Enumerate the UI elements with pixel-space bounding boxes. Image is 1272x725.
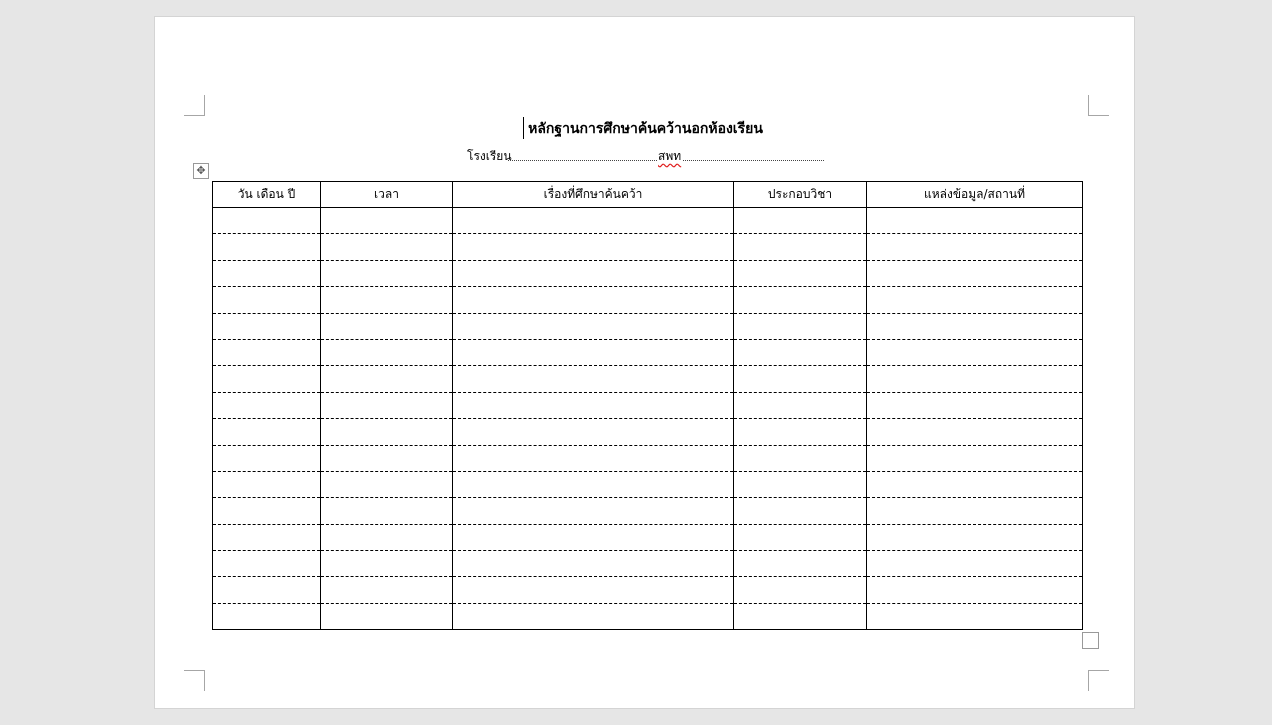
dotted-fill-right: [683, 160, 824, 161]
table-cell[interactable]: [321, 603, 453, 629]
table-row: [213, 339, 1083, 365]
table-cell[interactable]: [213, 392, 321, 418]
resize-square-icon[interactable]: [1082, 632, 1099, 649]
table-cell[interactable]: [734, 208, 867, 234]
table-cell[interactable]: [734, 287, 867, 313]
table-cell[interactable]: [734, 419, 867, 445]
table-row: [213, 234, 1083, 260]
table-cell[interactable]: [867, 603, 1083, 629]
table-cell[interactable]: [734, 260, 867, 286]
table-cell[interactable]: [321, 366, 453, 392]
table-cell[interactable]: [213, 419, 321, 445]
table-row: [213, 419, 1083, 445]
table-cell[interactable]: [453, 208, 734, 234]
school-line[interactable]: [467, 147, 827, 165]
table-cell[interactable]: [453, 524, 734, 550]
margin-corner-bottom-left: [184, 670, 205, 691]
table-row: [213, 260, 1083, 286]
table-cell[interactable]: [321, 260, 453, 286]
table-cell[interactable]: [867, 551, 1083, 577]
table-cell[interactable]: [213, 234, 321, 260]
table-row: [213, 392, 1083, 418]
table-cell[interactable]: [867, 392, 1083, 418]
table-cell[interactable]: [213, 551, 321, 577]
table-cell[interactable]: [867, 419, 1083, 445]
research-log-table: [212, 181, 1083, 630]
table-cell[interactable]: [867, 234, 1083, 260]
table-cell[interactable]: [321, 524, 453, 550]
table-cell[interactable]: [867, 498, 1083, 524]
table-cell[interactable]: [213, 445, 321, 471]
column-header-date[interactable]: วัน เดือน ปี: [213, 182, 321, 208]
table-cell[interactable]: [734, 392, 867, 418]
table-cell[interactable]: [321, 471, 453, 497]
table-cell[interactable]: [213, 313, 321, 339]
table-cell[interactable]: [453, 287, 734, 313]
table-cell[interactable]: [867, 577, 1083, 603]
table-cell[interactable]: [734, 524, 867, 550]
table-cell[interactable]: [867, 260, 1083, 286]
table-cell[interactable]: [734, 498, 867, 524]
table-cell[interactable]: [213, 339, 321, 365]
table-body: [213, 208, 1083, 630]
school-name[interactable]: สพท: [658, 149, 682, 163]
table-cell[interactable]: [453, 419, 734, 445]
table-cell[interactable]: [453, 551, 734, 577]
table-row: [213, 208, 1083, 234]
table-cell[interactable]: [453, 392, 734, 418]
table-cell[interactable]: [321, 392, 453, 418]
table-cell[interactable]: [453, 603, 734, 629]
table-cell[interactable]: [213, 208, 321, 234]
table-row: [213, 313, 1083, 339]
table-cell[interactable]: [867, 313, 1083, 339]
table-cell[interactable]: [867, 366, 1083, 392]
table-cell[interactable]: [734, 313, 867, 339]
table-cell[interactable]: [453, 339, 734, 365]
document-page: [154, 16, 1135, 709]
table-header-row: [213, 182, 1083, 208]
table-cell[interactable]: [213, 524, 321, 550]
table-cell[interactable]: [321, 287, 453, 313]
table-cell[interactable]: [213, 260, 321, 286]
dotted-fill-left: [508, 160, 657, 161]
table-cell[interactable]: [321, 339, 453, 365]
table-row: [213, 287, 1083, 313]
column-header-source[interactable]: แหล่งข้อมูล/สถานที่: [867, 182, 1083, 208]
table-cell[interactable]: [734, 234, 867, 260]
table-cell[interactable]: [321, 208, 453, 234]
table-cell[interactable]: [321, 551, 453, 577]
document-title[interactable]: หลักฐานการศึกษาค้นคว้านอกห้องเรียน: [528, 121, 763, 137]
table-cell[interactable]: [734, 445, 867, 471]
table-row: [213, 603, 1083, 629]
table-cell[interactable]: [867, 471, 1083, 497]
table-cell[interactable]: [321, 445, 453, 471]
table-row: [213, 551, 1083, 577]
table-cell[interactable]: [734, 551, 867, 577]
table-cell[interactable]: [321, 419, 453, 445]
table-cell[interactable]: [867, 339, 1083, 365]
table-cell[interactable]: [453, 260, 734, 286]
table-cell[interactable]: [867, 524, 1083, 550]
table-cell[interactable]: [453, 577, 734, 603]
column-header-subject[interactable]: ประกอบวิชา: [734, 182, 867, 208]
table-row: [213, 524, 1083, 550]
table-cell[interactable]: [867, 208, 1083, 234]
table-cell[interactable]: [453, 471, 734, 497]
margin-corner-bottom-right: [1088, 670, 1109, 691]
table-cell[interactable]: [453, 313, 734, 339]
table-row: [213, 498, 1083, 524]
table-cell[interactable]: [213, 366, 321, 392]
table-cell[interactable]: [213, 471, 321, 497]
table-cell[interactable]: [321, 498, 453, 524]
table-cell[interactable]: [734, 471, 867, 497]
table-cell[interactable]: [453, 234, 734, 260]
column-header-topic[interactable]: เรื่องที่ศึกษาค้นคว้า: [453, 182, 734, 208]
table-cell[interactable]: [213, 577, 321, 603]
column-header-time[interactable]: เวลา: [321, 182, 453, 208]
table-row: [213, 471, 1083, 497]
table-cell[interactable]: [213, 498, 321, 524]
margin-corner-top-left: [184, 95, 205, 116]
school-label: โรงเรียน: [467, 149, 512, 163]
table-row: [213, 366, 1083, 392]
table-cell[interactable]: [453, 498, 734, 524]
table-cell[interactable]: [867, 445, 1083, 471]
table-cell[interactable]: [734, 603, 867, 629]
table-cell[interactable]: [734, 339, 867, 365]
move-arrows-icon[interactable]: ✥: [193, 163, 209, 179]
margin-corner-top-right: [1088, 95, 1109, 116]
table-row: [213, 445, 1083, 471]
table-cell[interactable]: [321, 234, 453, 260]
table-cell[interactable]: [321, 577, 453, 603]
table-cell[interactable]: [213, 603, 321, 629]
table-cell[interactable]: [734, 577, 867, 603]
table-row: [213, 577, 1083, 603]
table-cell[interactable]: [734, 366, 867, 392]
table-cell[interactable]: [321, 313, 453, 339]
table-cell[interactable]: [453, 366, 734, 392]
table-cell[interactable]: [453, 445, 734, 471]
table-cell[interactable]: [867, 287, 1083, 313]
table-cell[interactable]: [213, 287, 321, 313]
